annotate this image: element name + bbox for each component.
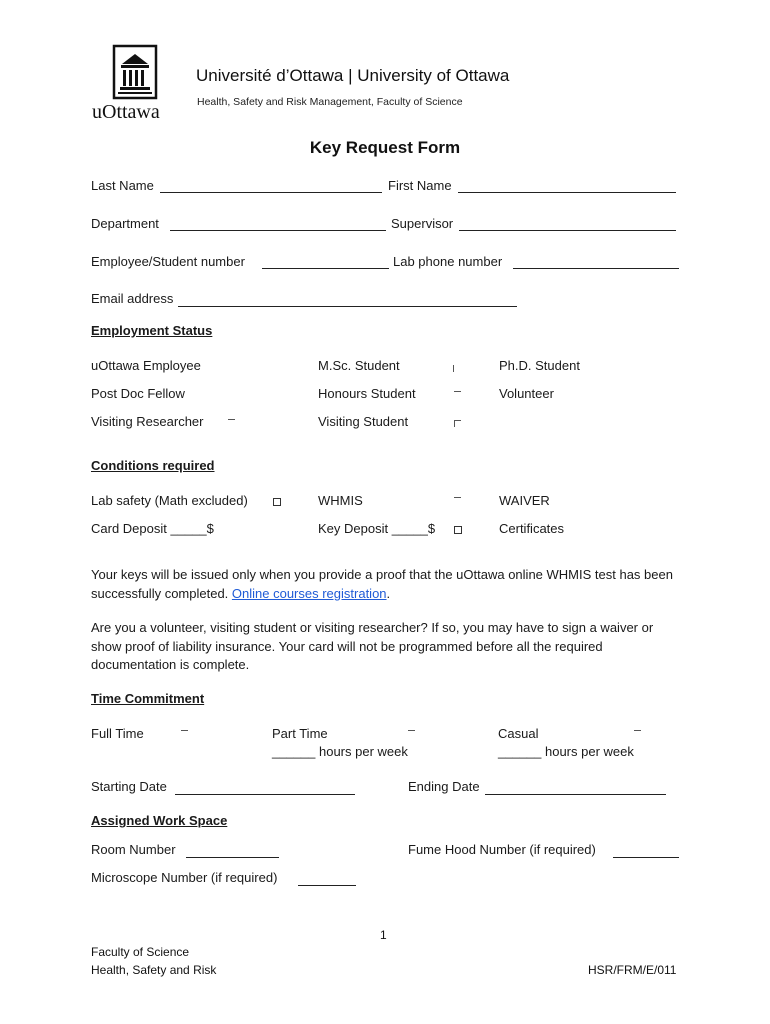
employee-number-field[interactable] [262,268,389,269]
microscope-field[interactable] [298,885,356,886]
lab-safety-checkbox[interactable] [273,498,281,506]
university-title: Université d’Ottawa | University of Ottawa [196,66,510,85]
condition-certificates[interactable]: Certificates [499,521,565,536]
part-time-hours[interactable]: ______ hours per week [272,744,408,759]
supervisor-field[interactable] [459,230,676,231]
time-commitment-heading: Time Commitment [91,691,205,706]
fume-hood-label: Fume Hood Number (if required) [408,842,596,857]
option-volunteer[interactable]: Volunteer [499,386,554,401]
key-deposit-checkbox[interactable] [454,526,462,534]
online-courses-link[interactable]: Online courses registration [231,585,387,601]
option-phd-student[interactable]: Ph.D. Student [499,358,580,373]
option-uottawa-employee[interactable]: uOttawa Employee [91,358,201,373]
key-deposit[interactable]: Key Deposit _____$ [318,521,436,536]
option-visiting-researcher[interactable]: Visiting Researcher [91,414,204,429]
first-name-field[interactable] [458,192,676,193]
condition-whmis[interactable]: WHMIS [318,493,363,508]
logo-wordmark: uOttawa [92,101,160,123]
condition-waiver[interactable]: WAIVER [499,493,550,508]
casual-checkbox[interactable] [634,730,641,731]
fume-hood-field[interactable] [613,857,679,858]
employment-status-heading: Employment Status [91,323,213,338]
lab-phone-label: Lab phone number [393,254,503,269]
whmis-notice-text: Your keys will be issued only when you provide a proof that the uOttawa online WHMIS test has been successfully completed. [91,567,673,601]
whmis-checkbox[interactable] [454,497,461,498]
option-honours-student[interactable]: Honours Student [318,386,416,401]
last-name-field[interactable] [160,192,382,193]
full-time-checkbox[interactable] [181,730,188,731]
footer-unit: Health, Safety and Risk [91,963,217,977]
department-subtitle: Health, Safety and Risk Management, Faculty of Science [197,96,463,108]
department-label: Department [91,216,159,231]
part-time-checkbox[interactable] [408,730,415,731]
option-visiting-student[interactable]: Visiting Student [318,414,409,429]
footer-faculty: Faculty of Science [91,945,190,959]
ending-date-label: Ending Date [408,779,480,794]
email-label: Email address [91,291,174,306]
visiting-researcher-checkbox[interactable] [228,419,235,420]
option-msc-student[interactable]: M.Sc. Student [318,358,400,373]
option-post-doc-fellow[interactable]: Post Doc Fellow [91,386,185,401]
casual-hours[interactable]: ______ hours per week [498,744,634,759]
supervisor-label: Supervisor [391,216,454,231]
email-field[interactable] [178,306,517,307]
starting-date-field[interactable] [175,794,355,795]
full-time-option[interactable]: Full Time [91,726,144,741]
employee-number-label: Employee/Student number [91,254,245,269]
microscope-label: Microscope Number (if required) [91,870,278,885]
starting-date-label: Starting Date [91,779,167,794]
department-field[interactable] [170,230,386,231]
casual-option[interactable]: Casual [498,726,539,741]
visiting-student-checkbox[interactable] [454,420,461,427]
card-deposit[interactable]: Card Deposit _____$ [91,521,214,536]
waiver-notice: Are you a volunteer, visiting student or visiting researcher? If so, you may have to sign a waiver or show proof of liability insurance. Your card will not be programmed before all the required documentation is complete. [91,620,654,672]
lab-phone-field[interactable] [513,268,679,269]
whmis-notice-end: . [386,585,391,601]
condition-lab-safety[interactable]: Lab safety (Math excluded) [91,493,248,508]
page-number: 1 [380,928,387,942]
room-number-label: Room Number [91,842,176,857]
room-number-field[interactable] [186,857,279,858]
part-time-option[interactable]: Part Time [272,726,328,741]
form-code: HSR/FRM/E/011 [588,963,677,977]
conditions-heading: Conditions required [91,458,215,473]
whmis-notice [91,566,681,603]
msc-checkbox[interactable] [453,365,454,372]
last-name-label: Last Name [91,178,154,193]
honours-checkbox[interactable] [454,391,461,392]
ending-date-field[interactable] [485,794,666,795]
work-space-heading: Assigned Work Space [91,813,228,828]
first-name-label: First Name [388,178,452,193]
form-title: Key Request Form [309,138,461,157]
